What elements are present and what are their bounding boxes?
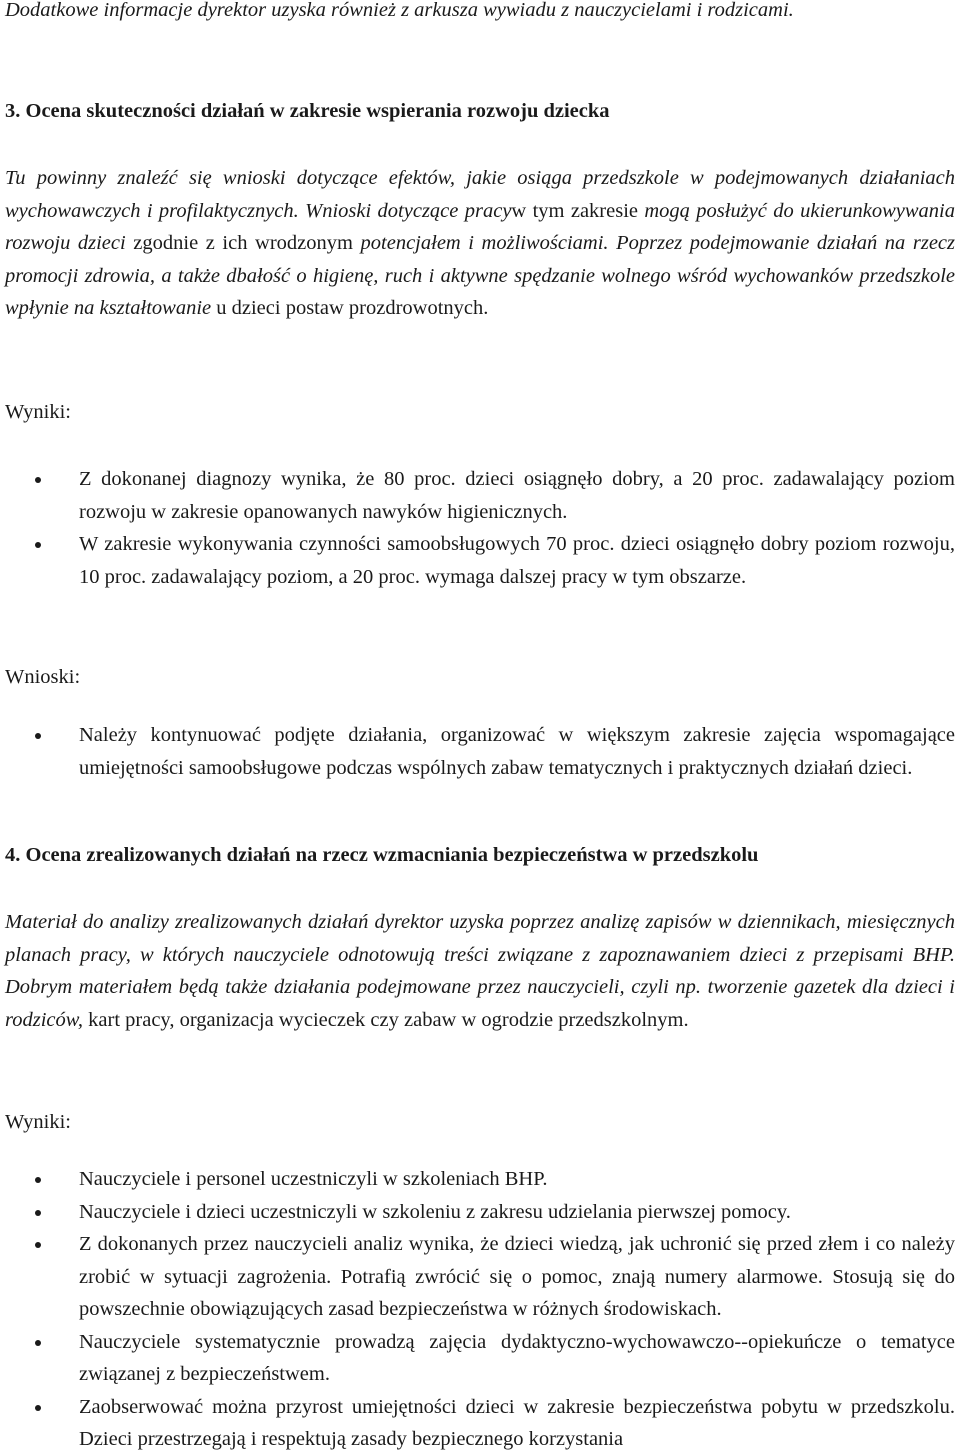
section-4-heading: 4. Ocena zrealizowanych działań na rzecz wzmacniania bezpieczeństwa w przedszkolu: [5, 844, 759, 866]
list-item-text: W zakresie wykonywania czynności samoobsługowych 70 proc. dzieci osiągnęło dobry poziom rozwoju, 10 proc. zadawalający poziom, a 20 proc. wymaga dalszej pracy w tym obszarze.: [79, 533, 955, 588]
list-item-text: Nauczyciele systematycznie prowadzą zajęcia dydaktyczno-wychowawczo--opiekuńcze o tematyce związanej z bezpieczeństwem.: [79, 1330, 955, 1385]
bullet-icon: [35, 1242, 41, 1248]
section-3-para-b2: mogą posłużyć do ukierunkowywania rozwoju dzieci: [5, 199, 955, 254]
section-3-conclusions-list: [5, 719, 955, 784]
list-item-text: Nauczyciele i personel uczestniczyli w szkoleniach BHP.: [79, 1168, 548, 1190]
list-item: [5, 719, 955, 784]
list-item-text: Zaobserwować można przyrost umiejętności dzieci w zakresie bezpieczeństwa pobytu w przedszkolu. Dzieci przestrzegają i respektują zasady bezpiecznego korzystania: [79, 1395, 955, 1450]
section-3-para-a: Tu powinny znaleźć się wnioski dotyczące efektów, jakie osiąga przedszkole w podejmowanych działaniach wychowawczych i profilaktycznych. Wnioski dotyczące pracy: [5, 167, 955, 222]
list-item-text: Należy kontynuować podjęte działania, organizować w większym zakresie zajęcia wspomagające umiejętności samoobsługowe podczas wspólnych zabaw tematycznych i praktycznych działań dzieci.: [79, 724, 955, 779]
section-3-para-c: potencjałem i możliwościami. Poprzez podejmowanie działań na rzecz promocji zdrowia, a także dbałość o higienę, ruch i aktywne spędzanie wolnego wśród wychowanków przedszkole wpłynie na kształtowanie: [5, 232, 956, 319]
list-item-text: Z dokonanych przez nauczycieli analiz wynika, że dzieci wiedzą, jak uchronić się przed złem i co należy zrobić w sytuacji zagrożenia. Potrafią zwrócić się o pomoc, znają numery alarmowe. Stosują się do powszechnie obowiązujących zasad bezpieczeństwa w różnych środowiskach.: [79, 1233, 955, 1320]
bullet-icon: [35, 1340, 41, 1346]
section-3-para-b3: zgodnie z ich wrodzonym: [125, 232, 353, 254]
section-3-heading: 3. Ocena skuteczności działań w zakresie wspierania rozwoju dziecka: [5, 100, 610, 122]
section-4-para-plain: kart pracy, organizacja wycieczek czy zabaw w ogrodzie przedszkolnym.: [88, 1008, 689, 1031]
section-3-paragraph: [5, 162, 955, 325]
section-3-results-label: Wyniki:: [5, 401, 71, 423]
list-item-text: Z dokonanej diagnozy wynika, że 80 proc. dzieci osiągnęło dobry, a 20 proc. zadawalający poziom rozwoju w zakresie opanowanych nawyków higienicznych.: [79, 468, 955, 523]
section-4-results-label: Wyniki:: [5, 1111, 71, 1133]
list-item: [5, 1228, 955, 1326]
section-3-para-d: u dzieci postaw prozdrowotnych.: [211, 297, 489, 319]
list-item: [5, 1163, 955, 1196]
bullet-icon: [35, 1210, 41, 1216]
list-item: [5, 463, 955, 528]
intro-paragraph: [5, 0, 955, 27]
section-3-results-list: [5, 463, 955, 593]
bullet-icon: [35, 1177, 41, 1183]
section-4-para-italic: Materiał do analizy zrealizowanych działań dyrektor uzyska poprzez analizę zapisów w dziennikach, miesięcznych planach pracy, w których nauczyciele odnotowują treści związane z zapoznawaniem dzieci z przepisami BHP. Dobrym materiałem będą także działania podejmowane przez nauczycieli, czyli np. tworzenie gazetek dla dzieci i rodziców,: [5, 911, 955, 1031]
list-item: [5, 1326, 955, 1391]
bullet-icon: [35, 542, 41, 548]
section-3-para-b1: w tym zakresie: [511, 199, 645, 222]
list-item: [5, 1196, 955, 1229]
bullet-icon: [35, 1405, 41, 1411]
list-item: [5, 1391, 955, 1456]
list-item-text: Nauczyciele i dzieci uczestniczyli w szkoleniu z zakresu udzielania pierwszej pomocy.: [79, 1200, 791, 1223]
bullet-icon: [35, 477, 41, 483]
section-3-conclusions-label: Wnioski:: [5, 666, 81, 688]
section-4-paragraph: [5, 906, 955, 1036]
section-4-results-list: [5, 1163, 955, 1456]
intro-text: Dodatkowe informacje dyrektor uzyska również z arkusza wywiadu z nauczycielami i rodzicami.: [5, 0, 794, 21]
bullet-icon: [35, 733, 41, 739]
list-item: [5, 528, 955, 593]
